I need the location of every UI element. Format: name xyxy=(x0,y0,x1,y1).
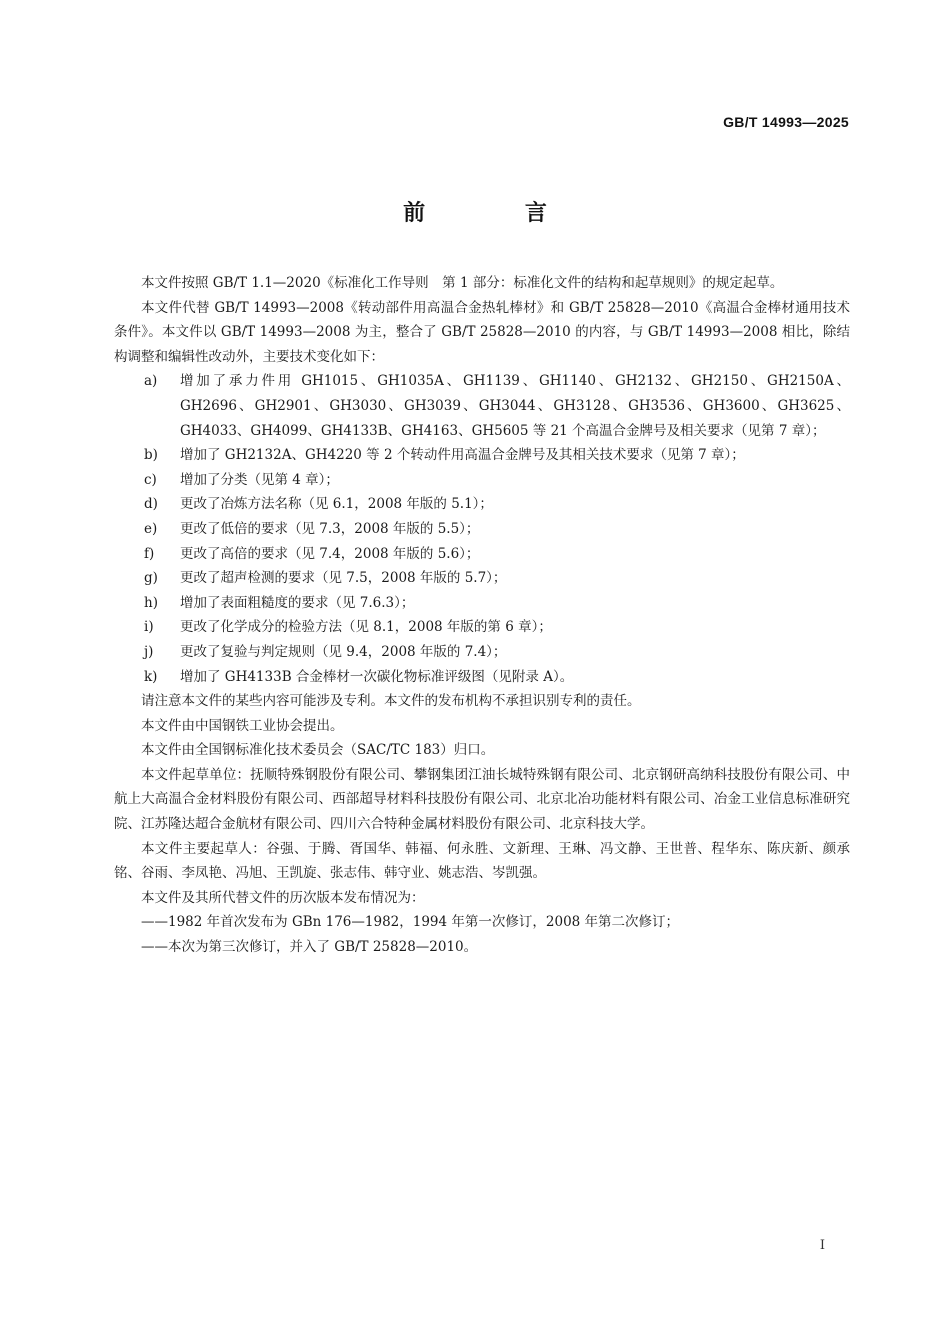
list-item-text: 更改了超声检测的要求（见 7.5，2008 年版的 5.7）； xyxy=(180,570,507,587)
list-item-text: 增加了 GH2132A、GH4220 等 2 个转动件用高温合金牌号及其相关技术要求（见第 7 章）； xyxy=(180,447,745,464)
list-item-text: 更改了冶炼方法名称（见 6.1，2008 年版的 5.1）； xyxy=(180,496,493,513)
list-item-label: b) xyxy=(144,447,158,464)
paragraph-drafters: 本文件主要起草人：谷强、于腾、胥国华、韩福、何永胜、文新理、王琳、冯文静、王世普、程华东、陈庆新、颜承铭、谷雨、李凤艳、冯旭、王凯旋、张志伟、韩守业、姚志浩、岑凯强。 xyxy=(114,840,850,882)
list-item-label: a) xyxy=(144,373,158,390)
list-item xyxy=(114,542,850,567)
list-item xyxy=(114,591,850,616)
list-item xyxy=(114,615,850,640)
list-item-text: 增加了 GH4133B 合金棒材一次碳化物标准评级图（见附录 A）。 xyxy=(180,668,574,685)
list-item-label: d) xyxy=(144,496,158,513)
list-item-label: h) xyxy=(144,594,158,611)
list-item xyxy=(114,443,850,468)
list-item-text: 更改了低倍的要求（见 7.3，2008 年版的 5.5）； xyxy=(180,520,480,537)
list-item-text: 增加了分类（见第 4 章）； xyxy=(180,471,339,488)
list-item-label: j) xyxy=(144,643,154,660)
list-item-text: 更改了化学成分的检验方法（见 8.1，2008 年版的第 6 章）； xyxy=(180,619,552,636)
list-item-label: i) xyxy=(144,619,154,636)
paragraph-history-intro: 本文件及其所代替文件的历次版本发布情况为： xyxy=(141,889,425,906)
list-item-label: g) xyxy=(144,570,158,587)
list-item-label: e) xyxy=(144,520,158,537)
list-item-label: f) xyxy=(144,545,155,562)
list-item xyxy=(114,640,850,665)
list-item xyxy=(114,566,850,591)
list-item xyxy=(114,369,850,443)
paragraph-drafting-rules: 本文件按照 GB/T 1.1—2020《标准化工作导则 第 1 部分：标准化文件的结构和起草规则》的规定起草。 xyxy=(141,275,784,291)
history-item: ——本次为第三次修订，并入了 GB/T 25828—2010。 xyxy=(141,939,478,956)
list-item xyxy=(114,517,850,542)
list-item xyxy=(114,492,850,517)
list-item-text: 更改了复验与判定规则（见 9.4，2008 年版的 7.4）； xyxy=(180,643,507,660)
list-item-label: c) xyxy=(144,471,157,488)
paragraph-drafting-units: 本文件起草单位：抚顺特殊钢股份有限公司、攀钢集团江油长城特殊钢有限公司、北京钢研高纳科技股份有限公司、中航上大高温合金材料股份有限公司、西部超导材料科技股份有限公司、北京北冶功能材料有限公司、冶金工业信息标准研究院、江苏隆达超合金航材有限公司、四川六合特种金属材料股份有限公司、北京科技大学。 xyxy=(114,766,850,833)
foreword-body xyxy=(114,271,850,960)
list-item-text: 增加了承力件用 GH1015、GH1035A、GH1139、GH1140、GH2132、GH2150、GH2150A、GH2696、GH2901、GH3030、GH3039、GH3044、GH3128、GH3536、GH3600、GH3625、GH4033、GH4099、GH4133B、GH4163、GH5605 等 21 个高温合金牌号及相关要求（见第 7 章）； xyxy=(180,373,850,439)
page-number: I xyxy=(819,1238,825,1253)
changes-list xyxy=(114,369,850,689)
paragraph-replacement: 本文件代替 GB/T 14993—2008《转动部件用高温合金热轧棒材》和 GB/T 25828—2010《高温合金棒材通用技术条件》。本文件以 GB/T 14993—2008 为主，整合了 GB/T 25828—2010 的内容，与 GB/T 14993—2008 相比，除结构调整和编辑性改动外，主要技术变化如下： xyxy=(114,299,850,365)
paragraph-patent-notice: 请注意本文件的某些内容可能涉及专利。本文件的发布机构不承担识别专利的责任。 xyxy=(141,693,641,710)
paragraph-proposed-by: 本文件由中国钢铁工业协会提出。 xyxy=(141,717,344,734)
list-item xyxy=(114,665,850,690)
paragraph-administered-by: 本文件由全国钢标准化技术委员会（SAC/TC 183）归口。 xyxy=(141,742,495,759)
standard-code: GB/T 14993—2025 xyxy=(723,114,849,130)
list-item-text: 增加了表面粗糙度的要求（见 7.6.3）； xyxy=(180,594,415,611)
list-item-text: 更改了高倍的要求（见 7.4，2008 年版的 5.6）； xyxy=(180,545,480,562)
list-item xyxy=(114,468,850,493)
page-title: 前 言 xyxy=(403,201,593,226)
list-item-label: k) xyxy=(144,668,158,685)
history-item: ——1982 年首次发布为 GBn 176—1982，1994 年第一次修订，2008 年第二次修订； xyxy=(141,914,680,931)
